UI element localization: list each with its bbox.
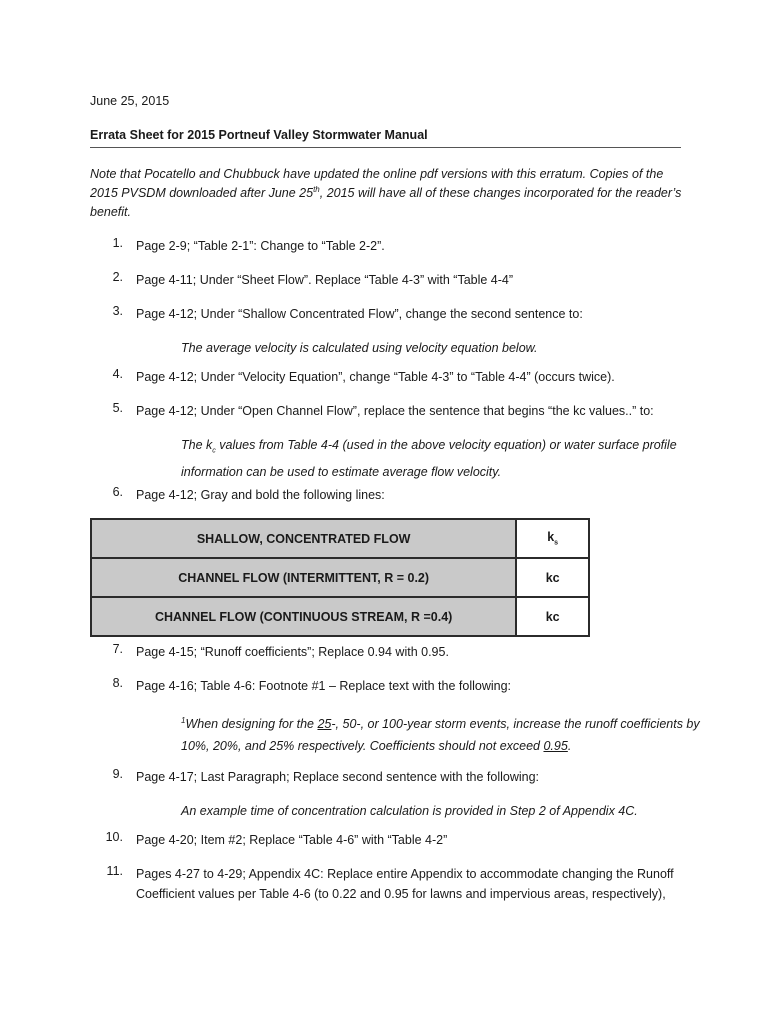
intro-note: [90, 165, 690, 222]
coefficient-cell: [516, 597, 589, 636]
item-text: Page 2-9; “Table 2-1”: Change to “Table 2-2”.: [136, 239, 385, 253]
quote5-a: The k: [181, 438, 213, 452]
item-number: 6.: [112, 485, 123, 499]
item-number: 8.: [112, 676, 123, 690]
document-date: June 25, 2015: [90, 94, 170, 108]
document-title: Errata Sheet for 2015 Portneuf Valley Stormwater Manual: [90, 128, 428, 142]
coefficient-subscript: s: [554, 539, 559, 547]
intro-note-sup: th: [313, 184, 320, 194]
item-text: Page 4-17; Last Paragraph; Replace second sentence with the following:: [136, 770, 540, 784]
quote5-sub: c: [212, 447, 216, 455]
coefficient-symbol: kc: [545, 609, 560, 624]
item-number: 10.: [105, 830, 123, 844]
flow-type-cell: SHALLOW, CONCENTRATED FLOW: [91, 519, 516, 558]
coefficient-symbol: k: [547, 530, 555, 545]
coefficient-cell: [516, 519, 589, 558]
item-number: 11.: [106, 864, 123, 878]
flow-type-cell: CHANNEL FLOW (CONTINUOUS STREAM, R =0.4): [91, 597, 516, 636]
table-row: [91, 597, 589, 636]
footnote-a: When designing for the: [185, 717, 318, 732]
item-number: 3.: [112, 304, 123, 318]
table-row: [91, 519, 589, 558]
item-number: 9.: [112, 767, 123, 781]
footnote-marker: 1: [181, 716, 186, 725]
item-number: 1.: [112, 236, 123, 250]
item-number: 5.: [112, 401, 123, 415]
footnote-b: -, 50-, or 100-year storm events, increase the runoff coefficients by 10%, 20%, and 25% respectively. Coefficients should not exceed: [181, 717, 700, 754]
item-text: Page 4-12; Gray and bold the following lines:: [136, 488, 385, 502]
replacement-text: An example time of concentration calculation is provided in Step 2 of Appendix 4C.: [181, 804, 638, 818]
item-text: Page 4-11; Under “Sheet Flow”. Replace “Table 4-3” with “Table 4-4”: [136, 273, 514, 287]
item-text: Page 4-12; Under “Open Channel Flow”, replace the sentence that begins “the kc values..” to:: [136, 404, 654, 418]
item-number: 7.: [112, 642, 123, 656]
flow-type-cell: CHANNEL FLOW (INTERMITTENT, R = 0.2): [91, 558, 516, 597]
table-row: [91, 558, 589, 597]
coefficient-cell: [516, 558, 589, 597]
replacement-text: The average velocity is calculated using velocity equation below.: [181, 341, 538, 355]
item-text: Page 4-15; “Runoff coefficients”; Replace 0.94 with 0.95.: [136, 645, 449, 659]
intro-note-text-b: , 2015 will have all of these changes incorporated for the reader’s benefit.: [90, 186, 682, 219]
quote5-b: values from Table 4-4 (used in the above velocity equation) or water surface profile information can be used to estimate average flow velocity.: [181, 438, 677, 479]
item-text: Page 4-16; Table 4-6: Footnote #1 – Replace text with the following:: [136, 679, 512, 693]
title-divider: [90, 147, 681, 148]
replacement-text: [181, 435, 701, 482]
intro-note-text-a: Note that Pocatello and Chubbuck have updated the online pdf versions with this erratum. Copies of the 2015 PVSDM downloaded after June 25: [90, 167, 664, 200]
footnote-c: .: [567, 739, 572, 754]
item-number: 2.: [112, 270, 123, 284]
item-number: 4.: [112, 367, 123, 381]
item-text: Page 4-12; Under “Shallow Concentrated Flow”, change the second sentence to:: [136, 307, 583, 321]
coefficient-symbol: kc: [545, 570, 560, 585]
replacement-footnote: [181, 710, 701, 757]
item-text: Page 4-20; Item #2; Replace “Table 4-6” with “Table 4-2”: [136, 833, 448, 847]
flow-table: [90, 518, 590, 637]
item-text: Pages 4-27 to 4-29; Appendix 4C: Replace entire Appendix to accommodate changing the Runoff Coefficient values per Table 4-6 (to 0.22 and 0.95 for lawns and impervious areas, respectively),: [136, 867, 674, 901]
footnote-underline-1: 25: [317, 717, 332, 732]
footnote-underline-2: 0.95: [543, 739, 568, 754]
item-text: Page 4-12; Under “Velocity Equation”, change “Table 4-3” to “Table 4-4” (occurs twice).: [136, 370, 615, 384]
